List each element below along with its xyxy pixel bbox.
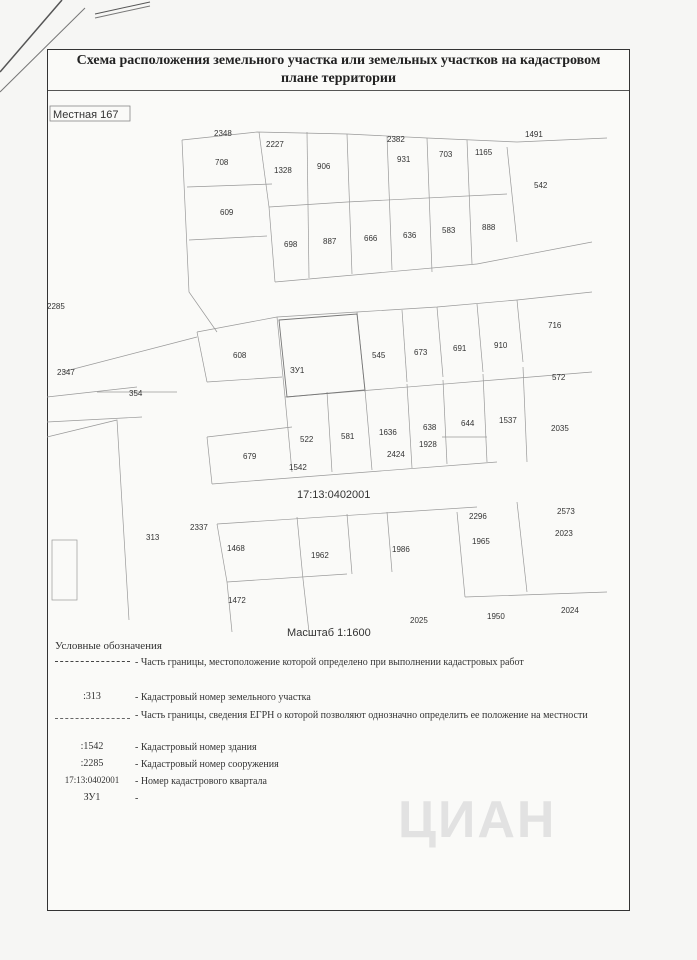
title-line-1: Схема расположения земельного участка или земельных участков на кадастровом [76,53,601,68]
parcel-number: 644 [461,419,475,428]
legend-line-defined-boundary [55,661,130,662]
parcel-number: 906 [317,162,331,171]
parcel-number: 2025 [410,616,428,625]
title-line-2: плане территории [280,71,397,86]
parcel-number: 666 [364,234,378,243]
parcel-number: 703 [439,150,453,159]
parcel-number: 1472 [228,596,246,605]
parcel-number: 2348 [214,129,232,138]
parcel-number: 1542 [289,463,307,472]
parcel-number: 583 [442,226,456,235]
legend-line-egrn-boundary [55,718,130,719]
parcel-number: 1636 [379,428,397,437]
parcel-number: 1491 [525,130,543,139]
parcel-number: 1962 [311,551,329,560]
parcel-number: 608 [233,351,247,360]
parcel-number: 931 [397,155,411,164]
parcel-number: 2024 [561,606,579,615]
upper-block-boundaries [182,132,607,332]
parcel-number: 545 [372,351,386,360]
parcel-number: 887 [323,237,337,246]
legend-code: ЗУ1 [83,792,101,803]
parcel-number: 2337 [190,523,208,532]
legend-title: Условные обозначения [55,640,162,652]
parcel-number: 572 [552,373,566,382]
parcel-number: 2296 [469,512,487,521]
lower-block-boundaries [47,420,607,632]
legend-code: :1542 [80,741,104,752]
legend-item-text: - Кадастровый номер здания [135,742,257,753]
parcel-number: 542 [534,181,548,190]
parcel-number: 2227 [266,140,284,149]
parcel-number: 1986 [392,545,410,554]
cadastral-map [47,92,630,637]
legend-item-text: - Номер кадастрового квартала [135,776,267,787]
parcel-number: 2424 [387,450,405,459]
watermark-logo: ЦИАН [398,791,557,849]
parcel-number: 313 [146,533,160,542]
legend-item-text: - Кадастровый номер земельного участка [135,692,311,703]
parcel-number: 1328 [274,166,292,175]
scale-label: Масштаб 1:1600 [287,627,371,637]
parcel-number: 1165 [475,148,493,157]
legend-code: :2285 [80,758,104,769]
parcel-labels [47,129,579,625]
legend-code: 17:13:0402001 [64,775,120,785]
parcel-number: 1950 [487,612,505,621]
legend-item-text: - Часть границы, сведения ЕГРН о которой позволяют однозначно определить ее положение на местности [135,710,588,721]
parcel-number: 708 [215,158,229,167]
legend-item-text: - Часть границы, местоположение которой определено при выполнении кадастровых работ [135,657,524,668]
parcel-number: 2382 [387,135,405,144]
parcel-number: 698 [284,240,298,249]
parcel-number: 679 [243,452,257,461]
parcel-number: 888 [482,223,496,232]
parcel-number: 1537 [499,416,517,425]
parcel-number: 354 [129,389,143,398]
parcel-number: 1965 [472,537,490,546]
parcel-number: 636 [403,231,417,240]
parcel-number: 2347 [57,368,75,377]
parcel-number: 522 [300,435,314,444]
parcel-number: 609 [220,208,234,217]
title-divider [48,90,629,91]
parcel-number: 691 [453,344,467,353]
parcel-number: 716 [548,321,562,330]
parcel-number: 910 [494,341,508,350]
street-label: Местная 167 [53,109,119,121]
parcel-number: ЗУ1 [290,366,305,375]
zu1-parcel-outline [279,314,365,397]
legend-code: :313 [83,691,101,702]
legend-item-text: - Кадастровый номер сооружения [135,759,279,770]
document-title [48,52,629,88]
parcel-number: 581 [341,432,355,441]
parcel-number: 673 [414,348,428,357]
parcel-number: 2035 [551,424,569,433]
legend-item-text: - [135,793,139,804]
parcel-number: 1928 [419,440,437,449]
parcel-number: 2573 [557,507,575,516]
quarter-label: 17:13:0402001 [297,489,371,501]
parcel-number: 1468 [227,544,245,553]
middle-block-boundaries [47,292,592,484]
parcel-number: 2023 [555,529,573,538]
parcel-number: 638 [423,423,437,432]
parcel-number: 2285 [47,302,65,311]
